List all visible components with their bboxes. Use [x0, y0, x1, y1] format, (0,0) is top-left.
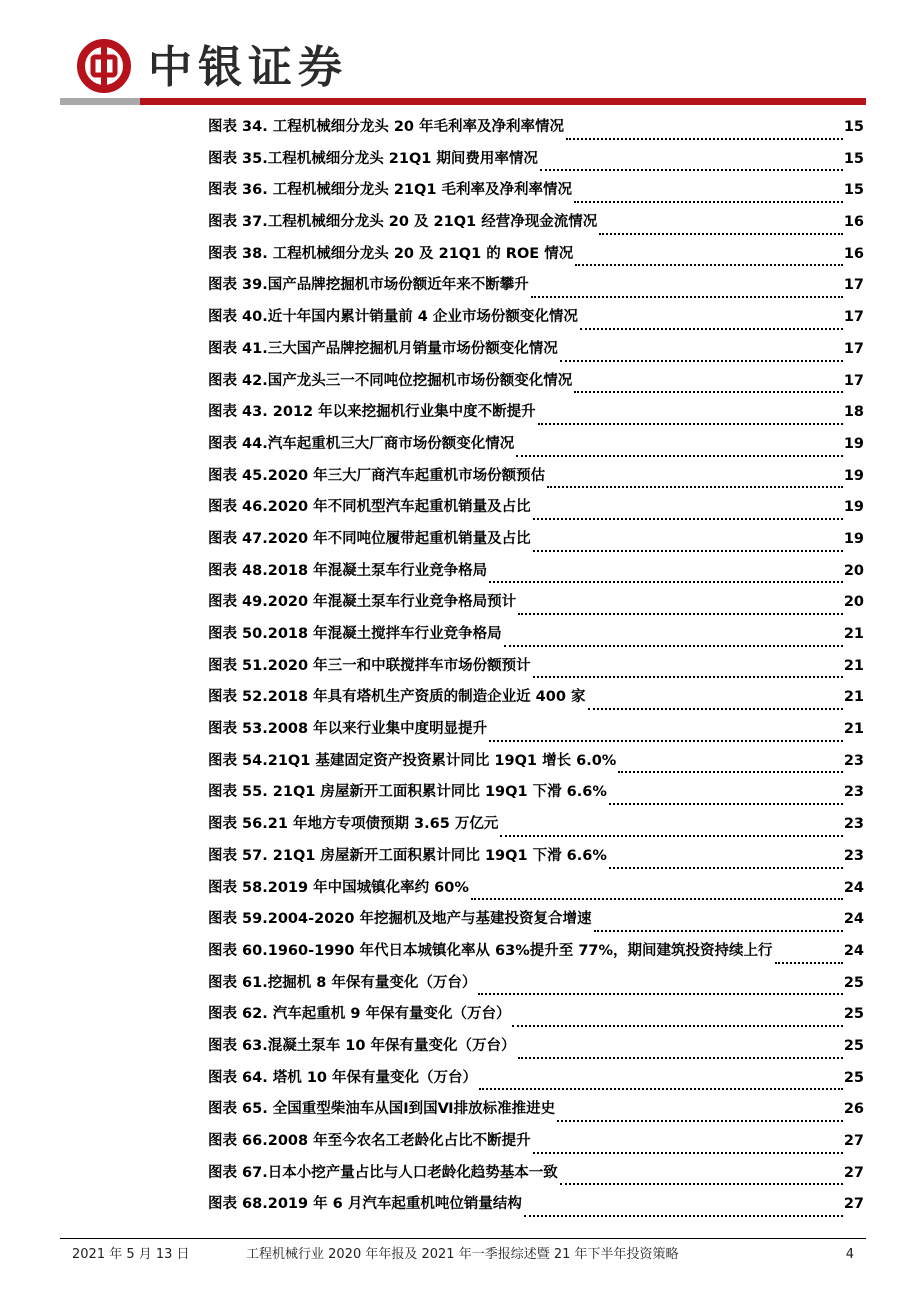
toc-entry-page: 20 — [843, 594, 864, 611]
toc-entry-title: 图表 38. 工程机械细分龙头 20 及 21Q1 的 ROE 情况 — [208, 245, 574, 262]
toc-dot-leader — [574, 391, 843, 393]
toc-entry[interactable] — [208, 366, 864, 398]
toc-entry-title: 图表 46.2020 年不同机型汽车起重机销量及占比 — [208, 499, 531, 516]
toc-entry-page: 15 — [843, 182, 864, 199]
toc-entry[interactable] — [208, 524, 864, 556]
toc-entry-page: 15 — [843, 150, 864, 167]
toc-entry-title: 图表 62. 汽车起重机 9 年保有量变化（万台） — [208, 1006, 511, 1023]
header-rule-gray — [60, 98, 140, 105]
toc-entry-page: 27 — [843, 1133, 864, 1149]
toc-entry[interactable] — [208, 1063, 864, 1095]
toc-entry-page: 23 — [843, 752, 864, 769]
footer-date: 2021 年 5 月 13 日 — [72, 1247, 190, 1262]
toc-entry[interactable] — [208, 936, 864, 968]
page-footer — [60, 1243, 866, 1267]
page-header — [0, 0, 920, 110]
toc-entry[interactable] — [208, 619, 864, 651]
toc-entry[interactable] — [208, 1126, 864, 1158]
toc-entry[interactable] — [208, 334, 864, 366]
toc-entry-title: 图表 44.汽车起重机三大厂商市场份额变化情况 — [208, 435, 515, 452]
toc-dot-leader — [547, 486, 843, 488]
toc-dot-leader — [575, 264, 843, 266]
toc-entry-title: 图表 41.三大国产品牌挖掘机月销量市场份额变化情况 — [208, 340, 558, 357]
toc-entry-page: 19 — [843, 467, 864, 484]
toc-entry[interactable] — [208, 968, 864, 1000]
toc-entry[interactable] — [208, 461, 864, 493]
toc-entry-page: 23 — [843, 847, 864, 864]
toc-entry-page: 19 — [843, 435, 864, 452]
toc-entry-page: 27 — [843, 1164, 864, 1181]
toc-dot-leader — [533, 676, 843, 678]
toc-entry-title: 图表 42.国产龙头三一不同吨位挖掘机市场份额变化情况 — [208, 372, 573, 389]
toc-entry-page: 21 — [843, 657, 864, 674]
toc-entry[interactable] — [208, 175, 864, 207]
toc-entry[interactable] — [208, 239, 864, 271]
toc-entry-page: 19 — [843, 499, 864, 516]
toc-entry-title: 图表 54.21Q1 基建固定资产投资累计同比 19Q1 增长 6.0% — [208, 752, 617, 769]
toc-dot-leader — [533, 550, 843, 552]
toc-entry-title: 图表 66.2008 年至今农名工老龄化占比不断提升 — [208, 1133, 531, 1149]
toc-entry[interactable] — [208, 397, 864, 429]
toc-entry-page: 20 — [843, 562, 864, 579]
toc-dot-leader — [533, 518, 843, 520]
toc-entry-page: 19 — [843, 530, 864, 547]
toc-entry[interactable] — [208, 904, 864, 936]
toc-entry-title: 图表 60.1960-1990 年代日本城镇化率从 63%提升至 77%，期间建筑投资持续上行 — [208, 942, 773, 959]
toc-entry-page: 21 — [843, 721, 864, 738]
toc-entry-title: 图表 55. 21Q1 房屋新开工面积累计同比 19Q1 下滑 6.6% — [208, 784, 607, 801]
toc-dot-leader — [580, 328, 843, 330]
toc-entry-page: 25 — [843, 974, 864, 991]
toc-entry-title: 图表 35.工程机械细分龙头 21Q1 期间费用率情况 — [208, 150, 538, 167]
toc-entry[interactable] — [208, 873, 864, 905]
toc-dot-leader — [533, 1152, 843, 1154]
toc-entry-page: 17 — [843, 340, 864, 357]
toc-entry-title: 图表 59.2004-2020 年挖掘机及地产与基建投资复合增速 — [208, 911, 592, 928]
toc-entry[interactable] — [208, 556, 864, 588]
toc-entry-title: 图表 45.2020 年三大厂商汽车起重机市场份额预估 — [208, 467, 546, 484]
toc-dot-leader — [518, 613, 843, 615]
toc-entry-page: 24 — [843, 942, 864, 959]
toc-entry-title: 图表 53.2008 年以来行业集中度明显提升 — [208, 721, 488, 738]
toc-dot-leader — [588, 708, 843, 710]
toc-dot-leader — [609, 803, 843, 805]
toc-entry-page: 23 — [843, 784, 864, 801]
toc-entry-title: 图表 68.2019 年 6 月汽车起重机吨位销量结构 — [208, 1196, 522, 1213]
toc-entry-page: 16 — [843, 214, 864, 231]
toc-entry-title: 图表 65. 全国重型柴油车从国Ⅰ到国Ⅵ排放标准推进史 — [208, 1101, 556, 1118]
table-of-figures — [208, 112, 864, 1221]
toc-entry-title: 图表 67.日本小挖产量占比与人口老龄化趋势基本一致 — [208, 1164, 558, 1181]
toc-dot-leader — [478, 993, 842, 995]
toc-entry-title: 图表 43. 2012 年以来挖掘机行业集中度不断提升 — [208, 404, 536, 421]
toc-dot-leader — [471, 898, 843, 900]
toc-entry[interactable] — [208, 587, 864, 619]
toc-dot-leader — [574, 201, 843, 203]
toc-entry-page: 21 — [843, 689, 864, 706]
toc-dot-leader — [504, 645, 843, 647]
toc-entry-title: 图表 47.2020 年不同吨位履带起重机销量及占比 — [208, 530, 531, 547]
toc-entry-page: 17 — [843, 277, 864, 294]
toc-entry-title: 图表 63.混凝土泵车 10 年保有量变化（万台） — [208, 1037, 516, 1054]
toc-entry[interactable] — [208, 1031, 864, 1063]
toc-dot-leader — [479, 1088, 843, 1090]
toc-dot-leader — [538, 423, 843, 425]
footer-report-title: 工程机械行业 2020 年年报及 2021 年一季报综述暨 21 年下半年投资策略 — [246, 1247, 679, 1262]
toc-dot-leader — [560, 1183, 843, 1185]
toc-dot-leader — [566, 138, 843, 140]
toc-entry-title: 图表 39.国产品牌挖掘机市场份额近年来不断攀升 — [208, 277, 529, 294]
toc-entry-page: 16 — [843, 245, 864, 262]
toc-entry-title: 图表 58.2019 年中国城镇化率约 60% — [208, 879, 469, 896]
toc-entry-page: 24 — [843, 911, 864, 928]
toc-entry[interactable] — [208, 1094, 864, 1126]
toc-entry-page: 17 — [843, 309, 864, 326]
toc-entry-page: 25 — [843, 1037, 864, 1054]
toc-entry-title: 图表 52.2018 年具有塔机生产资质的制造企业近 400 家 — [208, 689, 586, 706]
toc-entry-page: 24 — [843, 879, 864, 896]
toc-dot-leader — [518, 1057, 843, 1059]
toc-entry[interactable] — [208, 1158, 864, 1190]
toc-entry[interactable] — [208, 207, 864, 239]
toc-entry[interactable] — [208, 841, 864, 873]
toc-dot-leader — [599, 233, 843, 235]
toc-entry-title: 图表 40.近十年国内累计销量前 4 企业市场份额变化情况 — [208, 309, 578, 326]
toc-entry[interactable] — [208, 651, 864, 683]
toc-entry-page: 25 — [843, 1006, 864, 1023]
toc-entry-title: 图表 49.2020 年混凝土泵车行业竞争格局预计 — [208, 594, 517, 611]
toc-entry-page: 15 — [843, 119, 864, 135]
toc-dot-leader — [512, 1025, 842, 1027]
toc-entry-title: 图表 64. 塔机 10 年保有量变化（万台） — [208, 1069, 478, 1086]
toc-entry[interactable] — [208, 777, 864, 809]
bank-of-china-logo-icon — [76, 38, 132, 94]
toc-entry[interactable] — [208, 302, 864, 334]
toc-dot-leader — [489, 740, 843, 742]
toc-dot-leader — [775, 962, 843, 964]
toc-entry[interactable] — [208, 144, 864, 176]
toc-entry[interactable] — [208, 112, 864, 144]
toc-entry-title: 图表 48.2018 年混凝土泵车行业竞争格局 — [208, 562, 488, 579]
toc-entry-title: 图表 37.工程机械细分龙头 20 及 21Q1 经营净现金流情况 — [208, 214, 598, 231]
toc-dot-leader — [500, 835, 842, 837]
toc-dot-leader — [560, 360, 843, 362]
toc-dot-leader — [516, 455, 843, 457]
toc-dot-leader — [489, 581, 843, 583]
toc-entry[interactable] — [208, 746, 864, 778]
toc-entry-page: 27 — [843, 1196, 864, 1213]
header-rule-red — [140, 98, 866, 105]
toc-entry[interactable] — [208, 270, 864, 302]
toc-dot-leader — [524, 1215, 843, 1217]
toc-entry-page: 23 — [843, 816, 864, 833]
toc-entry-page: 17 — [843, 372, 864, 389]
toc-entry-page: 25 — [843, 1069, 864, 1086]
toc-dot-leader — [531, 296, 843, 298]
toc-entry-page: 26 — [843, 1101, 864, 1118]
toc-entry[interactable] — [208, 492, 864, 524]
toc-entry-title: 图表 51.2020 年三一和中联搅拌车市场份额预计 — [208, 657, 531, 674]
toc-dot-leader — [557, 1120, 843, 1122]
toc-entry-title: 图表 61.挖掘机 8 年保有量变化（万台） — [208, 974, 477, 991]
toc-dot-leader — [609, 867, 843, 869]
toc-entry-title: 图表 56.21 年地方专项债预期 3.65 万亿元 — [208, 816, 499, 833]
toc-entry-page: 18 — [843, 404, 864, 421]
toc-dot-leader — [618, 771, 842, 773]
brand-name: 中银证券 — [148, 42, 348, 93]
toc-entry[interactable] — [208, 999, 864, 1031]
toc-entry-page: 21 — [843, 626, 864, 642]
toc-entry-title: 图表 50.2018 年混凝土搅拌车行业竞争格局 — [208, 626, 502, 642]
toc-entry-title: 图表 57. 21Q1 房屋新开工面积累计同比 19Q1 下滑 6.6% — [208, 847, 607, 864]
toc-entry[interactable] — [208, 714, 864, 746]
footer-divider — [60, 1238, 866, 1239]
toc-entry-title: 图表 34. 工程机械细分龙头 20 年毛利率及净利率情况 — [208, 119, 565, 135]
toc-entry[interactable] — [208, 809, 864, 841]
toc-entry[interactable] — [208, 682, 864, 714]
toc-dot-leader — [540, 169, 843, 171]
toc-entry-title: 图表 36. 工程机械细分龙头 21Q1 毛利率及净利率情况 — [208, 182, 572, 199]
toc-entry[interactable] — [208, 429, 864, 461]
toc-entry[interactable] — [208, 1189, 864, 1221]
footer-page-number: 4 — [845, 1247, 854, 1262]
toc-dot-leader — [594, 930, 843, 932]
